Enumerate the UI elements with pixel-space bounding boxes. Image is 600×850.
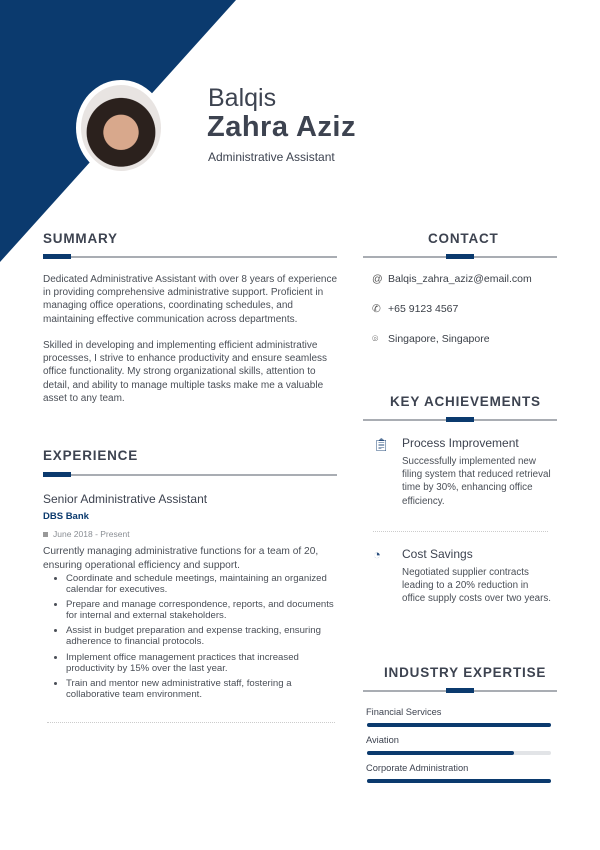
contact-email[interactable]: @ Balqis_zahra_aziz@email.com [372, 273, 532, 285]
phone-icon: ✆ [372, 303, 381, 315]
list-item: • Train and mentor new administrative staff, fostering a collaborative team environment. [66, 678, 346, 700]
piggy-bank-icon: ◔ [373, 547, 381, 562]
divider [363, 256, 557, 258]
skill-bar [367, 751, 551, 755]
summary-paragraph: Dedicated Administrative Assistant with over 8 years of experience in providing comprehensive administrative support. Proficient in managing office operations, coordinating schedules, and maintaining effective communication across departments. [43, 274, 338, 325]
experience-heading: EXPERIENCE [43, 448, 139, 463]
divider [363, 419, 557, 421]
achievement-title: Cost Savings [402, 547, 473, 561]
contact-location: ⌾ Singapore, Singapore [372, 333, 490, 345]
job-description: Currently managing administrative functions for a team of 20, ensuring operational efficiency and support. [43, 546, 319, 571]
divider [43, 256, 337, 258]
list-item: • Prepare and manage correspondence, reports, and documents for internal and external stakeholders. [66, 599, 346, 621]
first-name: Balqis [208, 84, 277, 112]
skill-label: Aviation [366, 735, 399, 745]
expertise-heading: INDUSTRY EXPERTISE [384, 665, 547, 680]
achievement-desc: Successfully implemented new filing system that reduced retrieval time by 30%, enhancing office efficiency. [402, 456, 551, 507]
clipboard-icon: 📋︎ [373, 437, 390, 452]
list-item: • Implement office management practices that increased productivity by 15% over the last year. [66, 652, 346, 674]
skill-bar [367, 723, 551, 727]
skill-bar [367, 779, 551, 783]
skill-bar-fill [367, 779, 551, 783]
calendar-icon [43, 532, 48, 537]
list-item: • Coordinate and schedule meetings, maintaining an organized calendar for executives. [66, 573, 346, 595]
location-pin-icon: ⌾ [372, 333, 379, 345]
summary-paragraph: Skilled in developing and implementing efficient administrative processes, I strive to enhance productivity and ensure seamless office functionality. My strong organizational skills, attention to detail, and ability to manage multiple tasks make me a valuable asset to any team. [43, 340, 328, 404]
skill-label: Financial Services [366, 707, 442, 717]
divider [363, 690, 557, 692]
at-icon: @ [372, 273, 383, 285]
divider [43, 474, 337, 476]
skill-bar-fill [367, 751, 514, 755]
contact-heading: CONTACT [428, 231, 499, 246]
divider [373, 531, 548, 532]
last-name: Zahra Aziz [207, 111, 356, 143]
job-dates: June 2018 - Present [43, 529, 130, 539]
job-role: Administrative Assistant [208, 150, 335, 164]
achievement-title: Process Improvement [402, 436, 519, 450]
summary-heading: SUMMARY [43, 231, 118, 246]
achievement-desc: Negotiated supplier contracts leading to a 20% reduction in office supply costs over two years. [402, 567, 552, 605]
divider [47, 722, 335, 723]
skill-bar-fill [367, 723, 551, 727]
skill-label: Corporate Administration [366, 763, 469, 773]
avatar [76, 80, 166, 176]
job-title: Senior Administrative Assistant [43, 492, 208, 506]
job-bullets [66, 573, 346, 704]
contact-phone: ✆ +65 9123 4567 [372, 303, 459, 315]
company-name: DBS Bank [43, 511, 89, 522]
list-item: • Assist in budget preparation and expense tracking, ensuring adherence to financial protocols. [66, 625, 346, 647]
achievements-heading: KEY ACHIEVEMENTS [390, 394, 541, 409]
